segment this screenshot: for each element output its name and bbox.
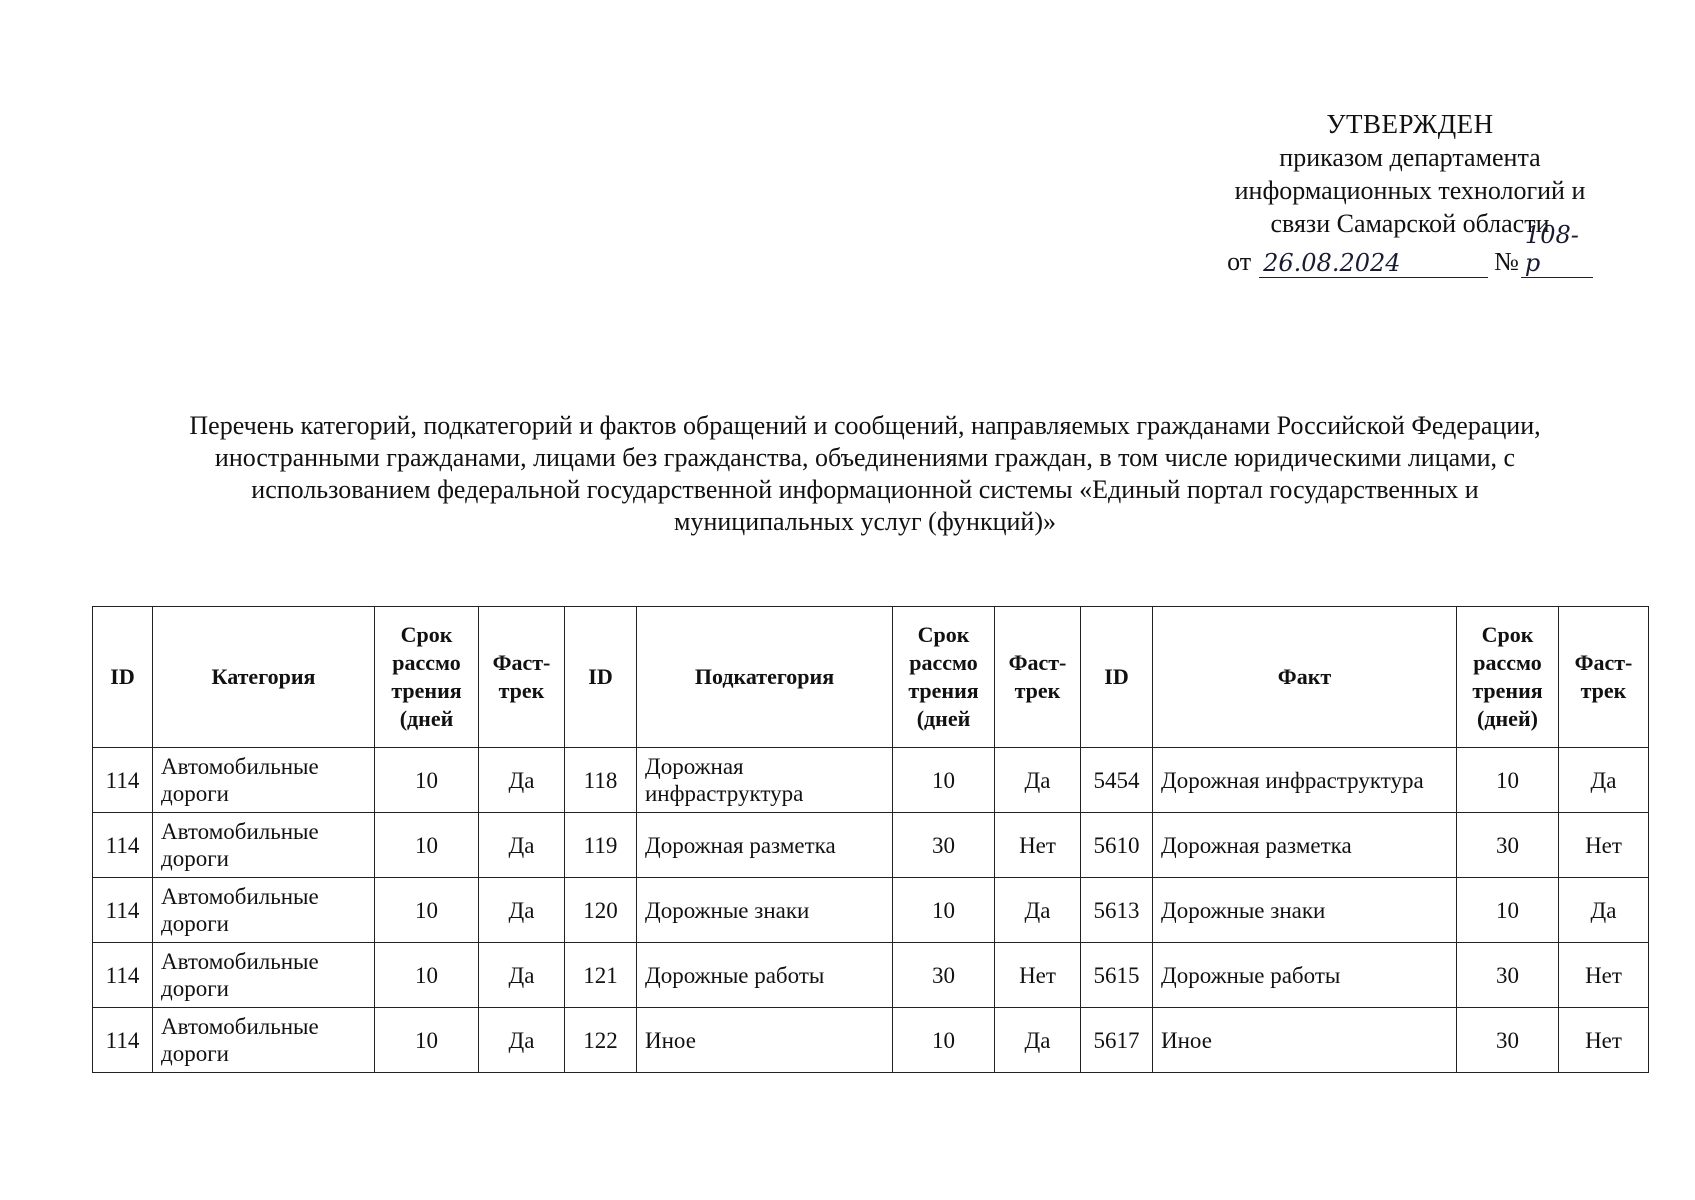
heading-line: муниципальных услуг (функций)» [674, 507, 1056, 536]
cell-fact: Дорожная инфраструктура [1153, 748, 1457, 813]
cell-subcategory-id: 121 [565, 943, 637, 1008]
cell-fact-id: 5617 [1081, 1008, 1153, 1073]
cell-category-fast-track: Да [479, 813, 565, 878]
cell-category-id: 114 [93, 943, 153, 1008]
cell-subcategory-fast-track: Да [995, 748, 1081, 813]
table-row [93, 748, 1649, 813]
cell-category-fast-track: Да [479, 878, 565, 943]
cell-subcategory-term: 10 [893, 1008, 995, 1073]
cell-subcategory-id: 120 [565, 878, 637, 943]
cell-subcategory: Дорожная разметка [637, 813, 893, 878]
cell-subcategory-id: 122 [565, 1008, 637, 1073]
document-heading [95, 410, 1635, 538]
cell-fact-term: 10 [1457, 748, 1559, 813]
cell-category-term: 10 [375, 748, 479, 813]
cell-category-term: 10 [375, 1008, 479, 1073]
header-fact-term: Срок рассмо трения (дней) [1457, 607, 1559, 748]
approval-line: информационных технологий и [1234, 176, 1586, 205]
cell-subcategory-id: 118 [565, 748, 637, 813]
cell-fact-term: 30 [1457, 1008, 1559, 1073]
cell-subcategory-fast-track: Да [995, 1008, 1081, 1073]
header-fact-fast-track: Фаст-трек [1559, 607, 1649, 748]
cell-category-term: 10 [375, 943, 479, 1008]
cell-category: Автомобильные дороги [153, 943, 375, 1008]
approval-line: связи Самарской области [1270, 209, 1550, 238]
header-fact: Факт [1153, 607, 1457, 748]
cell-category-term: 10 [375, 878, 479, 943]
table-row [93, 943, 1649, 1008]
cell-category: Автомобильные дороги [153, 813, 375, 878]
cell-fact-id: 5454 [1081, 748, 1153, 813]
header-fact-id: ID [1081, 607, 1153, 748]
cell-fact-id: 5610 [1081, 813, 1153, 878]
cell-fact-fast-track: Нет [1559, 1008, 1649, 1073]
header-subcategory-fast-track: Фаст-трек [995, 607, 1081, 748]
handwritten-number: 108-р [1521, 221, 1593, 278]
approval-title: УТВЕРЖДЕН [1326, 109, 1494, 139]
table-header-row [93, 607, 1649, 748]
cell-fact-fast-track: Нет [1559, 943, 1649, 1008]
cell-category-term: 10 [375, 813, 479, 878]
cell-fact: Иное [1153, 1008, 1457, 1073]
handwritten-date: 26.08.2024 [1259, 249, 1488, 278]
approval-block [1180, 108, 1640, 278]
header-category-id: ID [93, 607, 153, 748]
header-category-term: Срок рассмо трения (дней [375, 607, 479, 748]
number-prefix: № [1494, 247, 1519, 276]
cell-subcategory: Дорожные работы [637, 943, 893, 1008]
table-row [93, 813, 1649, 878]
cell-category-id: 114 [93, 1008, 153, 1073]
cell-fact: Дорожная разметка [1153, 813, 1457, 878]
cell-subcategory-term: 10 [893, 878, 995, 943]
cell-subcategory-term: 10 [893, 748, 995, 813]
header-subcategory-term: Срок рассмо трения (дней [893, 607, 995, 748]
approval-line: приказом департамента [1279, 143, 1541, 172]
cell-fact-term: 30 [1457, 813, 1559, 878]
cell-category-fast-track: Да [479, 1008, 565, 1073]
date-prefix: от [1227, 247, 1252, 276]
cell-subcategory-fast-track: Нет [995, 943, 1081, 1008]
cell-subcategory-id: 119 [565, 813, 637, 878]
heading-line: иностранными гражданами, лицами без гражданства, объединениями граждан, в том числе юридическими лицами, с [214, 443, 1516, 472]
heading-line: использованием федеральной государственной информационной системы «Единый портал государственных и [251, 475, 1479, 504]
cell-subcategory: Иное [637, 1008, 893, 1073]
cell-category-id: 114 [93, 748, 153, 813]
cell-category: Автомобильные дороги [153, 748, 375, 813]
cell-subcategory-fast-track: Нет [995, 813, 1081, 878]
cell-subcategory-term: 30 [893, 943, 995, 1008]
header-subcategory-id: ID [565, 607, 637, 748]
cell-category-fast-track: Да [479, 748, 565, 813]
cell-fact: Дорожные знаки [1153, 878, 1457, 943]
cell-category: Автомобильные дороги [153, 878, 375, 943]
cell-fact-term: 10 [1457, 878, 1559, 943]
cell-category-id: 114 [93, 878, 153, 943]
header-subcategory: Подкатегория [637, 607, 893, 748]
header-category-fast-track: Фаст-трек [479, 607, 565, 748]
cell-subcategory-fast-track: Да [995, 878, 1081, 943]
cell-fact: Дорожные работы [1153, 943, 1457, 1008]
cell-fact-id: 5613 [1081, 878, 1153, 943]
header-category: Категория [153, 607, 375, 748]
cell-category: Автомобильные дороги [153, 1008, 375, 1073]
heading-line: Перечень категорий, подкатегорий и фактов обращений и сообщений, направляемых гражданами Российской Федерации, [189, 411, 1541, 440]
cell-fact-fast-track: Нет [1559, 813, 1649, 878]
cell-fact-term: 30 [1457, 943, 1559, 1008]
table-row [93, 878, 1649, 943]
cell-fact-id: 5615 [1081, 943, 1153, 1008]
cell-subcategory: Дорожная инфраструктура [637, 748, 893, 813]
cell-fact-fast-track: Да [1559, 878, 1649, 943]
table-row [93, 1008, 1649, 1073]
cell-category-id: 114 [93, 813, 153, 878]
cell-subcategory-term: 30 [893, 813, 995, 878]
cell-fact-fast-track: Да [1559, 748, 1649, 813]
cell-subcategory: Дорожные знаки [637, 878, 893, 943]
cell-category-fast-track: Да [479, 943, 565, 1008]
categories-table [92, 606, 1649, 1073]
